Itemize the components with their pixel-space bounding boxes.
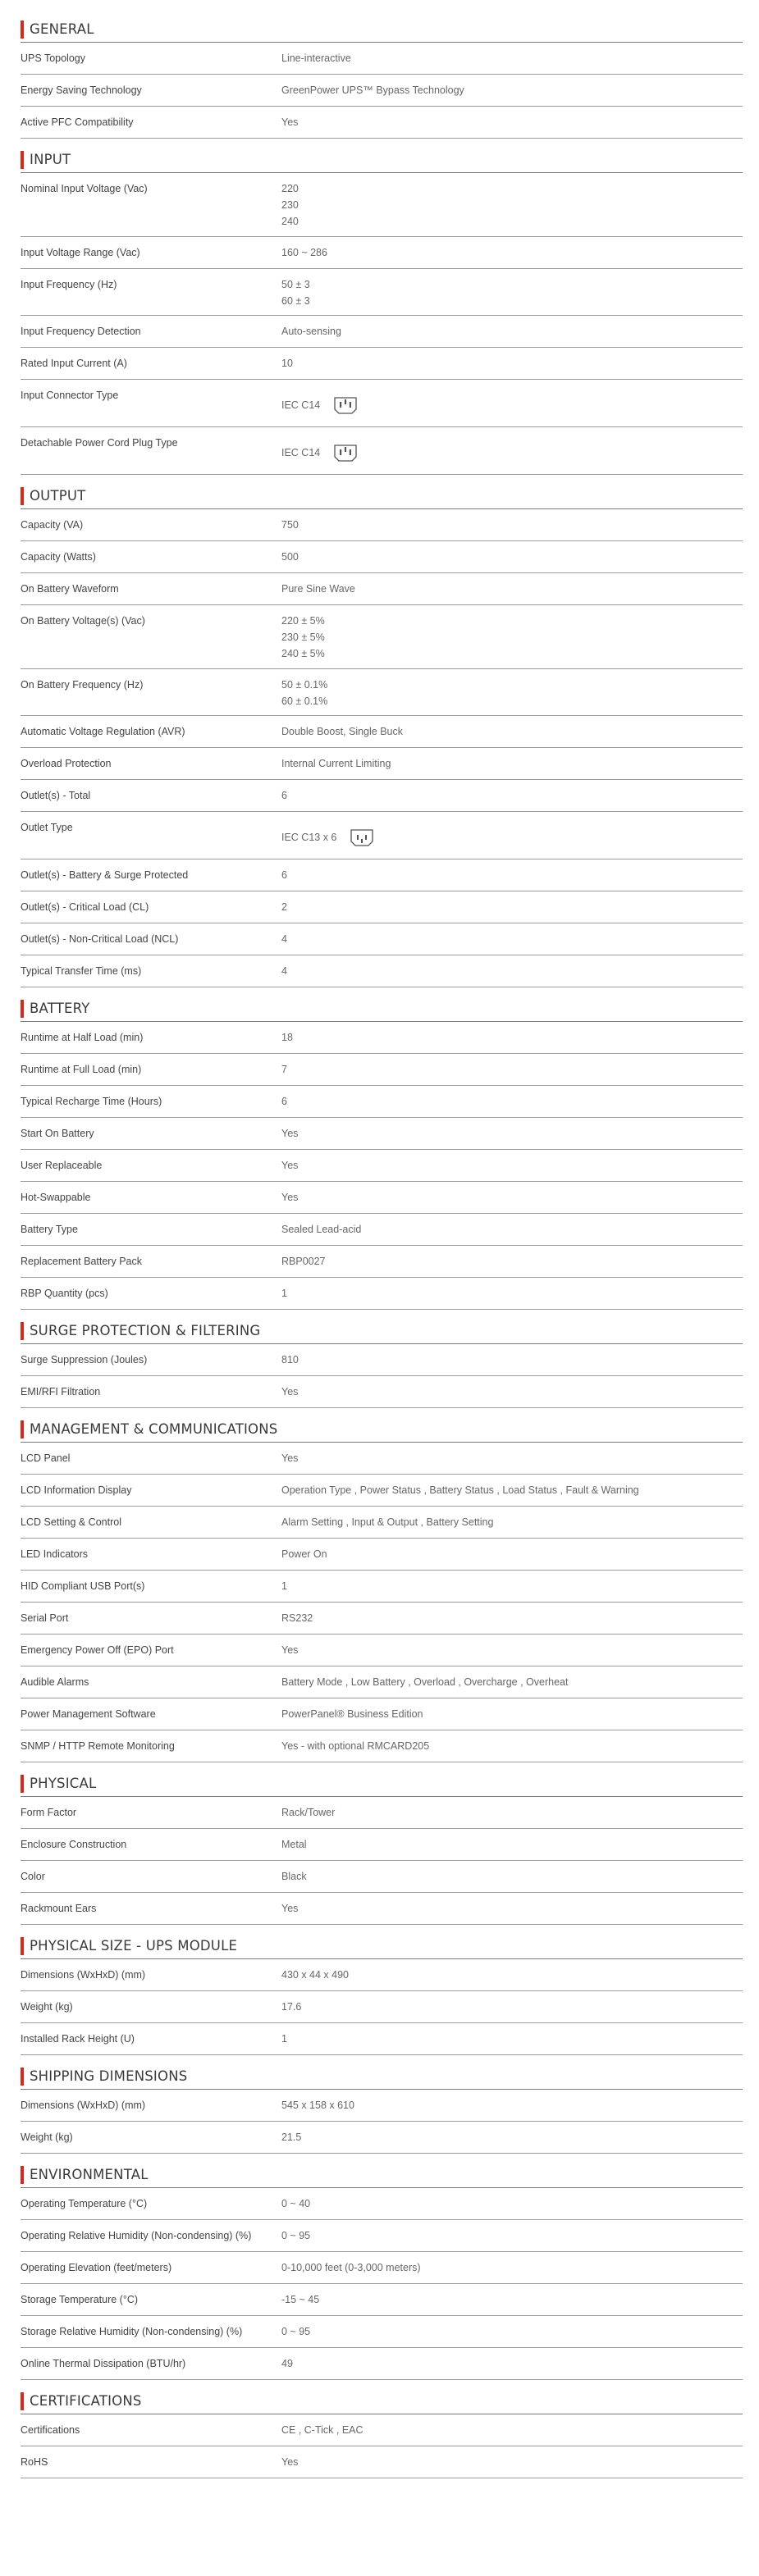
spec-value-line: 430 x 44 x 490 (281, 1969, 350, 1981)
spec-value-line: Auto-sensing (281, 326, 341, 337)
spec-row (21, 1730, 743, 1762)
spec-label: LCD Panel (21, 1452, 71, 1464)
spec-label: Hot-Swappable (21, 1192, 91, 1203)
spec-label: LED Indicators (21, 1548, 88, 1560)
spec-value-line: Yes (281, 1386, 299, 1397)
spec-value (281, 1285, 743, 1302)
spec-row (21, 1666, 743, 1698)
spec-value (281, 1189, 743, 1206)
spec-value-line: Yes (281, 1903, 299, 1914)
spec-label: Surge Suppression (Joules) (21, 1354, 148, 1366)
spec-value-line: Yes (281, 1192, 299, 1203)
spec-label: Serial Port (21, 1612, 69, 1624)
spec-section (21, 16, 743, 139)
spec-value-line: IEC C14 (281, 447, 321, 458)
spec-row (21, 1571, 743, 1603)
spec-value (281, 1029, 743, 1046)
spec-value (281, 517, 743, 533)
spec-value-line: RS232 (281, 1612, 313, 1624)
section-header (21, 1933, 743, 1959)
spec-value (281, 2259, 743, 2276)
spec-value (281, 323, 743, 340)
spec-row (21, 107, 743, 139)
spec-row (21, 2414, 743, 2446)
spec-row (21, 1376, 743, 1408)
section-accent-bar (21, 1937, 24, 1955)
spec-label: User Replaceable (21, 1160, 103, 1171)
spec-value (281, 1642, 743, 1658)
section-accent-bar (21, 21, 24, 39)
spec-row (21, 2316, 743, 2348)
spec-label: Typical Transfer Time (ms) (21, 965, 142, 977)
spec-section (21, 2388, 743, 2478)
spec-value (281, 2355, 743, 2372)
spec-value (281, 2031, 743, 2047)
spec-value (281, 355, 743, 372)
spec-row (21, 1278, 743, 1310)
spec-label: Replacement Battery Pack (21, 1256, 142, 1267)
section-header (21, 2162, 743, 2188)
section-title: PHYSICAL (30, 1776, 97, 1791)
spec-value (281, 2227, 743, 2244)
spec-value (281, 1221, 743, 1238)
section-title: CERTIFICATIONS (30, 2393, 142, 2409)
spec-value (281, 1384, 743, 1400)
spec-row (21, 812, 743, 859)
spec-label: Automatic Voltage Regulation (AVR) (21, 726, 185, 737)
spec-row (21, 1118, 743, 1150)
spec-label: RoHS (21, 2456, 48, 2468)
spec-row (21, 348, 743, 380)
section-title: GENERAL (30, 21, 94, 37)
spec-row (21, 859, 743, 891)
spec-value-line: 7 (281, 1064, 287, 1075)
spec-label: Capacity (VA) (21, 519, 84, 531)
spec-section (21, 996, 743, 1310)
spec-value (281, 1674, 743, 1690)
spec-label: Energy Saving Technology (21, 84, 142, 96)
spec-value-line: 50 ± 0.1% (281, 679, 328, 691)
spec-value (281, 1157, 743, 1174)
spec-value-line: Yes (281, 116, 299, 128)
spec-row (21, 2220, 743, 2252)
spec-value-line: 1 (281, 2033, 287, 2045)
section-title: PHYSICAL SIZE - UPS MODULE (30, 1938, 238, 1954)
spec-value-line: Yes (281, 1644, 299, 1656)
section-accent-bar (21, 151, 24, 169)
spec-row (21, 1086, 743, 1118)
spec-value (281, 1804, 743, 1821)
spec-label: Operating Relative Humidity (Non-condensing) (%) (21, 2230, 252, 2241)
spec-value (281, 581, 743, 597)
spec-label: Operating Temperature (°C) (21, 2198, 148, 2209)
section-header (21, 2388, 743, 2414)
spec-label: LCD Setting & Control (21, 1516, 121, 1528)
spec-value (281, 444, 743, 462)
spec-value (281, 1093, 743, 1110)
spec-value-line: IEC C14 (281, 399, 321, 411)
spec-value-line: 0 ~ 40 (281, 2198, 311, 2209)
spec-row (21, 173, 743, 237)
spec-row (21, 509, 743, 541)
spec-value-line: Yes (281, 1452, 299, 1464)
spec-value-line: IEC C13 x 6 (281, 832, 337, 843)
spec-row (21, 1797, 743, 1829)
spec-value (281, 828, 743, 846)
spec-label: Capacity (Watts) (21, 551, 96, 563)
spec-row (21, 75, 743, 107)
spec-value-line: 6 (281, 1096, 287, 1107)
section-title: SURGE PROTECTION & FILTERING (30, 1323, 261, 1338)
spec-value (281, 1253, 743, 1270)
spec-value (281, 50, 743, 66)
spec-value-line: 810 (281, 1354, 299, 1366)
spec-value-line: 0 ~ 95 (281, 2230, 311, 2241)
spec-value-line: 18 (281, 1032, 293, 1043)
section-accent-bar (21, 1420, 24, 1438)
spec-value-line: Operation Type , Power Status , Battery Status , Load Status , Fault & Warning (281, 1484, 639, 1496)
spec-section (21, 2063, 743, 2154)
spec-row (21, 1054, 743, 1086)
spec-value-line: Alarm Setting , Input & Output , Battery Setting (281, 1516, 494, 1528)
section-accent-bar (21, 2392, 24, 2410)
section-title: ENVIRONMENTAL (30, 2167, 149, 2182)
spec-section (21, 1416, 743, 1762)
spec-value-line: CE , C-Tick , EAC (281, 2424, 363, 2436)
spec-row (21, 2284, 743, 2316)
spec-value (281, 2195, 743, 2212)
spec-row (21, 1603, 743, 1635)
iec-c14-plug-icon (331, 396, 359, 414)
spec-value (281, 2454, 743, 2470)
spec-value (281, 1482, 743, 1498)
spec-label: Rated Input Current (A) (21, 358, 127, 369)
spec-label: Weight (kg) (21, 2131, 73, 2143)
spec-label: UPS Topology (21, 52, 85, 64)
spec-label: Overload Protection (21, 758, 112, 769)
section-title: INPUT (30, 152, 71, 167)
spec-row (21, 2090, 743, 2122)
section-header (21, 996, 743, 1022)
spec-row (21, 2122, 743, 2154)
spec-label: Input Frequency Detection (21, 326, 141, 337)
spec-value-line: 160 ~ 286 (281, 247, 327, 258)
spec-row (21, 1344, 743, 1376)
spec-value (281, 2129, 743, 2145)
spec-row (21, 2446, 743, 2478)
spec-value (281, 244, 743, 261)
spec-row (21, 780, 743, 812)
spec-value-line: 230 ± 5% (281, 631, 325, 643)
spec-value-line: 545 x 158 x 610 (281, 2100, 354, 2111)
spec-value (281, 1061, 743, 1078)
spec-row (21, 43, 743, 75)
spec-value-line: 60 ± 3 (281, 295, 310, 307)
spec-label: Outlet(s) - Battery & Surge Protected (21, 869, 189, 881)
spec-value (281, 180, 743, 230)
spec-value (281, 723, 743, 740)
spec-row (21, 669, 743, 716)
spec-row (21, 1829, 743, 1861)
spec-value (281, 899, 743, 915)
spec-value (281, 677, 743, 709)
spec-value-line: Yes (281, 1160, 299, 1171)
spec-value (281, 2323, 743, 2340)
spec-value (281, 1125, 743, 1142)
spec-value-line: 60 ± 0.1% (281, 695, 328, 707)
spec-label: Storage Temperature (°C) (21, 2294, 139, 2305)
spec-value-line: 750 (281, 519, 299, 531)
spec-value-line: 240 (281, 216, 299, 227)
section-accent-bar (21, 1000, 24, 1018)
spec-label: Storage Relative Humidity (Non-condensing) (%) (21, 2326, 243, 2337)
spec-label: Weight (kg) (21, 2001, 73, 2013)
spec-row (21, 1635, 743, 1666)
spec-value (281, 1450, 743, 1466)
spec-label: Outlet(s) - Critical Load (CL) (21, 901, 149, 913)
spec-label: Battery Type (21, 1224, 78, 1235)
spec-value (281, 1900, 743, 1917)
section-title: OUTPUT (30, 488, 86, 504)
section-accent-bar (21, 2166, 24, 2184)
spec-row (21, 2348, 743, 2380)
section-title: MANAGEMENT & COMMUNICATIONS (30, 1421, 278, 1437)
spec-label: Start On Battery (21, 1128, 94, 1139)
spec-label: Form Factor (21, 1807, 77, 1818)
spec-row (21, 1861, 743, 1893)
spec-section (21, 1771, 743, 1925)
spec-row (21, 748, 743, 780)
spec-section (21, 1318, 743, 1408)
spec-value (281, 1706, 743, 1722)
spec-label: Typical Recharge Time (Hours) (21, 1096, 162, 1107)
spec-label: On Battery Voltage(s) (Vac) (21, 615, 145, 627)
spec-row (21, 1182, 743, 1214)
spec-label: Color (21, 1871, 45, 1882)
spec-value-line: 1 (281, 1580, 287, 1592)
spec-value (281, 1610, 743, 1626)
spec-row (21, 1214, 743, 1246)
spec-label: Emergency Power Off (EPO) Port (21, 1644, 174, 1656)
spec-row (21, 1539, 743, 1571)
spec-label: RBP Quantity (pcs) (21, 1288, 108, 1299)
spec-value-line: Battery Mode , Low Battery , Overload , Overcharge , Overheat (281, 1676, 569, 1688)
spec-value (281, 1352, 743, 1368)
spec-row (21, 237, 743, 269)
spec-section (21, 2162, 743, 2380)
spec-label: On Battery Frequency (Hz) (21, 679, 144, 691)
spec-value-line: Double Boost, Single Buck (281, 726, 404, 737)
iec-c14-plug-icon (331, 444, 359, 462)
spec-value-line: 6 (281, 790, 287, 801)
spec-value (281, 613, 743, 662)
section-accent-bar (21, 487, 24, 505)
spec-value (281, 2097, 743, 2113)
spec-section (21, 483, 743, 987)
spec-value (281, 963, 743, 979)
spec-label: Outlet(s) - Non-Critical Load (NCL) (21, 933, 179, 945)
spec-label: Operating Elevation (feet/meters) (21, 2262, 172, 2273)
spec-row (21, 1893, 743, 1925)
spec-value-line: -15 ~ 45 (281, 2294, 320, 2305)
spec-value-line: 230 (281, 199, 299, 211)
spec-row (21, 1507, 743, 1539)
spec-row (21, 1150, 743, 1182)
spec-value (281, 276, 743, 309)
spec-row (21, 955, 743, 987)
spec-section (21, 1933, 743, 2055)
spec-value-line: 2 (281, 901, 287, 913)
spec-value-line: 1 (281, 1288, 287, 1299)
spec-label: Input Connector Type (21, 390, 119, 401)
section-header (21, 1771, 743, 1797)
spec-value (281, 867, 743, 883)
spec-value-line: Black (281, 1871, 307, 1882)
section-accent-bar (21, 1322, 24, 1340)
spec-label: Dimensions (WxHxD) (mm) (21, 1969, 146, 1981)
spec-value-line: 17.6 (281, 2001, 302, 2013)
spec-value (281, 82, 743, 98)
spec-value-line: 49 (281, 2358, 293, 2369)
spec-label: Online Thermal Dissipation (BTU/hr) (21, 2358, 186, 2369)
spec-value-line: 4 (281, 965, 287, 977)
spec-value-line: Yes (281, 2456, 299, 2468)
spec-label: Power Management Software (21, 1708, 156, 1720)
spec-label: Rackmount Ears (21, 1903, 97, 1914)
spec-row (21, 891, 743, 923)
section-header (21, 1318, 743, 1344)
spec-label: LCD Information Display (21, 1484, 132, 1496)
spec-value-line: 50 ± 3 (281, 279, 310, 290)
section-header (21, 2063, 743, 2090)
spec-value (281, 2291, 743, 2308)
spec-label: Audible Alarms (21, 1676, 89, 1688)
spec-row (21, 1443, 743, 1475)
spec-label: Nominal Input Voltage (Vac) (21, 183, 148, 194)
spec-value-line: Yes (281, 1128, 299, 1139)
spec-value (281, 931, 743, 947)
section-title: SHIPPING DIMENSIONS (30, 2068, 188, 2084)
spec-label: Outlet Type (21, 822, 73, 833)
spec-value-line: 0-10,000 feet (0-3,000 meters) (281, 2262, 421, 2273)
spec-row (21, 427, 743, 475)
spec-value (281, 1578, 743, 1594)
spec-label: Input Frequency (Hz) (21, 279, 117, 290)
spec-row (21, 573, 743, 605)
spec-value-line: Rack/Tower (281, 1807, 336, 1818)
spec-value-line: 500 (281, 551, 299, 563)
spec-value (281, 1546, 743, 1562)
spec-label: On Battery Waveform (21, 583, 119, 595)
spec-value-line: 21.5 (281, 2131, 302, 2143)
spec-value-line: PowerPanel® Business Edition (281, 1708, 423, 1720)
spec-value-line: 220 ± 5% (281, 615, 325, 627)
iec-c13-outlet-icon (348, 828, 376, 846)
spec-row (21, 1246, 743, 1278)
spec-row (21, 380, 743, 427)
spec-label: EMI/RFI Filtration (21, 1386, 101, 1397)
spec-value (281, 1967, 743, 1983)
spec-value-line: Pure Sine Wave (281, 583, 355, 595)
spec-row (21, 541, 743, 573)
spec-value (281, 1836, 743, 1853)
spec-section (21, 147, 743, 475)
spec-value (281, 1868, 743, 1885)
spec-value (281, 1514, 743, 1530)
spec-row (21, 316, 743, 348)
spec-label: Active PFC Compatibility (21, 116, 134, 128)
spec-value-line: Yes - with optional RMCARD205 (281, 1740, 430, 1752)
spec-value-line: Line-interactive (281, 52, 351, 64)
spec-value (281, 1999, 743, 2015)
spec-row (21, 1959, 743, 1991)
spec-row (21, 1698, 743, 1730)
spec-label: Enclosure Construction (21, 1839, 127, 1850)
spec-label: HID Compliant USB Port(s) (21, 1580, 145, 1592)
spec-row (21, 716, 743, 748)
spec-value-line: 6 (281, 869, 287, 881)
spec-label: Runtime at Full Load (min) (21, 1064, 142, 1075)
spec-row (21, 923, 743, 955)
spec-label: Outlet(s) - Total (21, 790, 91, 801)
spec-label: SNMP / HTTP Remote Monitoring (21, 1740, 175, 1752)
spec-value (281, 2422, 743, 2438)
spec-row (21, 2252, 743, 2284)
spec-value (281, 1738, 743, 1754)
spec-label: Detachable Power Cord Plug Type (21, 437, 178, 449)
spec-value-line: Metal (281, 1839, 307, 1850)
spec-label: Certifications (21, 2424, 80, 2436)
spec-value-line: Power On (281, 1548, 327, 1560)
spec-value-line: 220 (281, 183, 299, 194)
spec-label: Runtime at Half Load (min) (21, 1032, 144, 1043)
spec-row (21, 1475, 743, 1507)
spec-value (281, 787, 743, 804)
spec-label: Dimensions (WxHxD) (mm) (21, 2100, 146, 2111)
spec-value-line: GreenPower UPS™ Bypass Technology (281, 84, 464, 96)
spec-row (21, 269, 743, 316)
spec-value-line: 10 (281, 358, 293, 369)
spec-value (281, 549, 743, 565)
spec-row (21, 605, 743, 669)
spec-value-line: RBP0027 (281, 1256, 326, 1267)
spec-row (21, 2188, 743, 2220)
section-header (21, 483, 743, 509)
section-header (21, 1416, 743, 1443)
spec-value-line: 4 (281, 933, 287, 945)
spec-value-line: Internal Current Limiting (281, 758, 391, 769)
spec-value-line: Sealed Lead-acid (281, 1224, 362, 1235)
spec-label: Installed Rack Height (U) (21, 2033, 135, 2045)
section-title: BATTERY (30, 1001, 90, 1016)
spec-label: Input Voltage Range (Vac) (21, 247, 140, 258)
spec-row (21, 2023, 743, 2055)
spec-value (281, 114, 743, 130)
spec-row (21, 1022, 743, 1054)
spec-value (281, 755, 743, 772)
section-header (21, 16, 743, 43)
section-header (21, 147, 743, 173)
section-accent-bar (21, 1775, 24, 1793)
spec-value-line: 240 ± 5% (281, 648, 325, 659)
spec-row (21, 1991, 743, 2023)
spec-value (281, 396, 743, 414)
section-accent-bar (21, 2068, 24, 2086)
spec-value-line: 0 ~ 95 (281, 2326, 311, 2337)
